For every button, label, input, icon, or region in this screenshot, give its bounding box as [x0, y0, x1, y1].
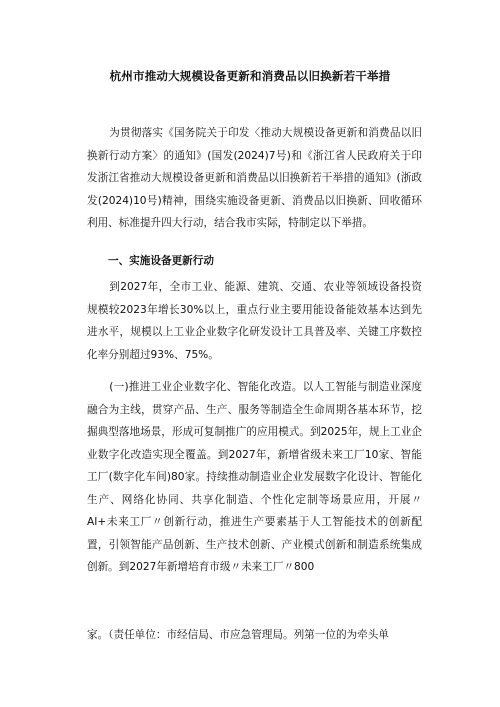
section-heading: 一、实施设备更新行动 [108, 255, 214, 267]
intro-paragraph: 为贯彻落实《国务院关于印发〈推动大规模设备更新和消费品以旧换新行动方案〉的通知》(国发(2024)7号)和《浙江省人民政府关于印发浙江省推动大规模设备更新和消费品以旧换新若干举措的通知》(浙政发(2024)10号)精神，围绕实施设备更新、消费品以旧换新、回收循环利用、标准提升四大行动，结合我市实际，特制定以下举措。 [87, 127, 422, 229]
section-paragraph: 到2027年，全市工业、能源、建筑、交通、农业等领域设备投资规模较2023年增长30%以上，重点行业主要用能设备能效基本达到先进水平，规模以上工业企业数字化研发设计工具普及率、关键工序数控化率分别超过93%、75%。 [87, 281, 422, 361]
document-title: 杭州市推动大规模设备更新和消费品以旧换新若干举措 [109, 69, 391, 83]
item-paragraph: (一)推进工业企业数字化、智能化改造。以人工智能与制造业深度融合为主线，贯穿产品、生产、服务等制造全生命周期各基本环节，挖掘典型落地场景，形成可复制推广的应用模式。到2025年，规上工业企业数字化改造实现全覆盖。到2027年，新增省级未来工厂10家、智能工厂(数字化车间)80家。持续推动制造业企业发展数字化设计、智能化生产、网络化协同、共享化制造、个性化定制等场景应用，开展〃AI+未来工厂〃创新行动，推进生产要素基于人工智能技术的创新配置，引领智能产品创新、生产技术创新、产业模式创新和制造系统集成创新。到2027年新增培育市级〃未来工厂〃800 [87, 381, 422, 573]
continuation-line: 家。（责任单位：市经信局、市应急管理局。列第一位的为牵头单 [87, 629, 389, 641]
